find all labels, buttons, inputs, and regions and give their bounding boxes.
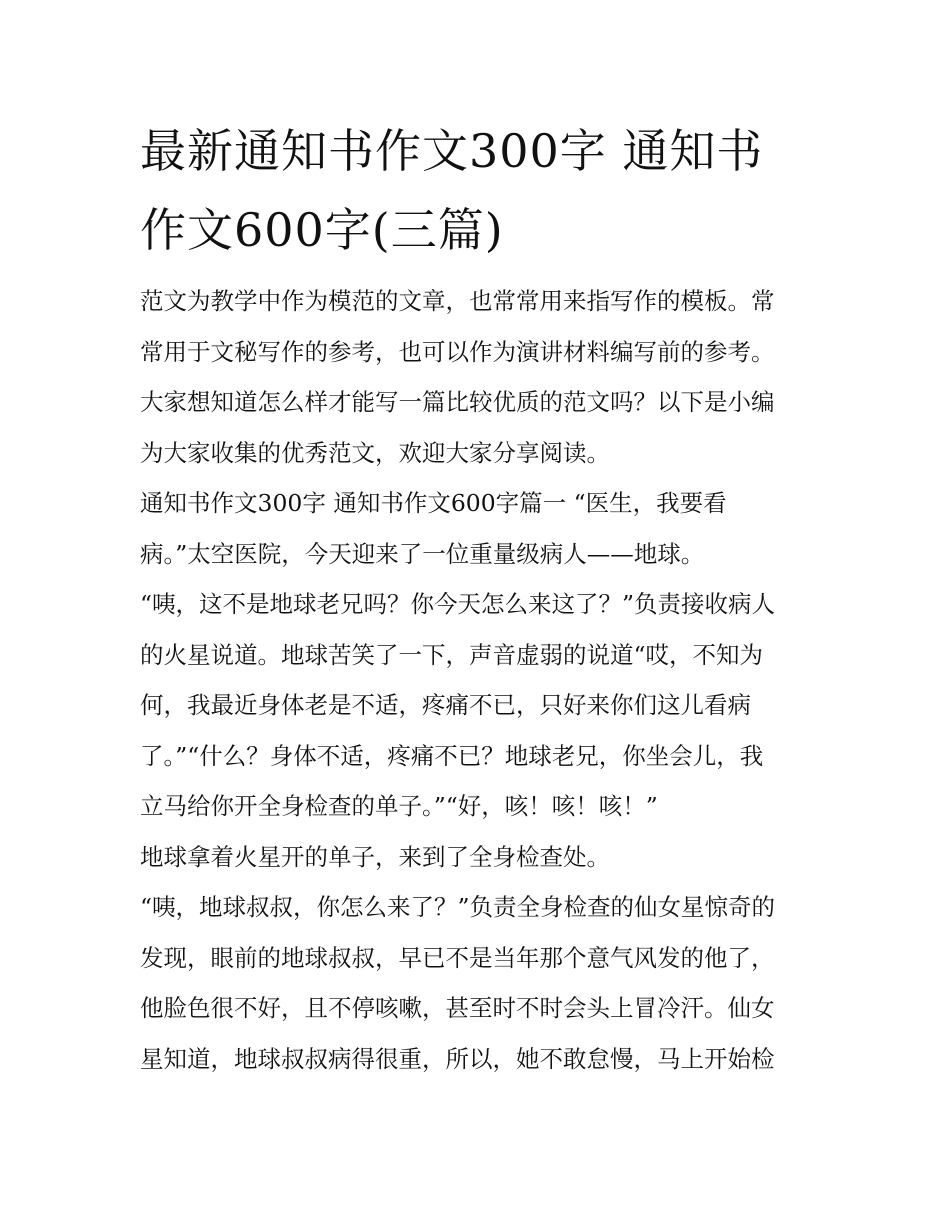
title-line: 作文600字(三篇) <box>140 203 504 257</box>
body-line: 星知道，地球叔叔病得很重，所以，她不敢怠慢，马上开始检 <box>140 1044 775 1073</box>
title-line: 最新通知书作文300字 通知书 <box>140 124 764 178</box>
body-line: 立马给你开全身检查的单子。”“好，咳！咳！咳！” <box>140 792 658 820</box>
body-line: 常用于文秘写作的参考，也可以作为演讲材料编写前的参考。 <box>140 337 775 366</box>
body-line: 大家想知道怎么样才能写一篇比较优质的范文吗？以下是小编 <box>140 388 775 416</box>
body-line: 何，我最近身体老是不适，疼痛不已，只好来你们这儿看病 <box>140 691 751 719</box>
body-line: 通知书作文300字 通知书作文600字篇一 “医生，我要看 <box>140 489 727 517</box>
body-line: 为大家收集的优秀范文，欢迎大家分享阅读。 <box>140 438 610 467</box>
body-line: 地球拿着火星开的单子，来到了全身检查处。 <box>140 842 610 871</box>
body-line: 病。”太空医院，今天迎来了一位重量级病人——地球。 <box>140 539 705 568</box>
body-line: 的火星说道。地球苦笑了一下，声音虚弱的说道“哎，不知为 <box>140 640 764 669</box>
body-line: 他脸色很不好，且不停咳嗽，甚至时不时会头上冒冷汗。仙女 <box>140 994 775 1022</box>
document-title <box>140 112 820 270</box>
document-body <box>140 276 820 1084</box>
body-line: 了。”“什么？身体不适，疼痛不已？地球老兄，你坐会儿，我 <box>140 741 764 770</box>
body-line: 发现，眼前的地球叔叔，早已不是当年那个意气风发的他了， <box>140 943 775 972</box>
body-line: “咦，这不是地球老兄吗？你今天怎么来这了？”负责接收病人 <box>140 590 776 618</box>
body-line: 范文为教学中作为模范的文章，也常常用来指写作的模板。常 <box>140 287 775 315</box>
body-line: “咦，地球叔叔，你怎么来了？”负责全身检查的仙女星惊奇的 <box>140 893 776 921</box>
